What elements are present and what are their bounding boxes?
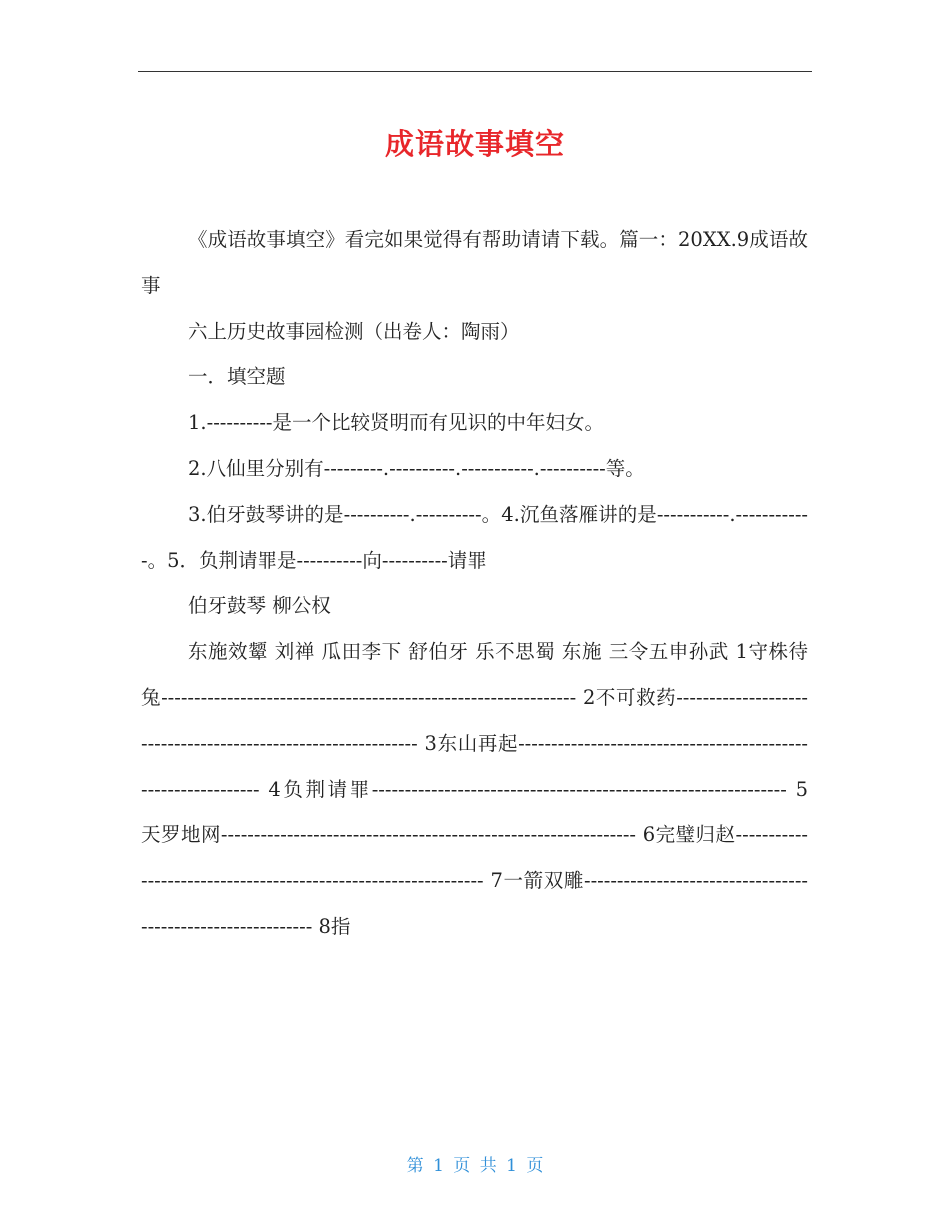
paragraph-section-heading: 一．填空题 <box>188 365 286 389</box>
paragraph-question-1: 1.----------是一个比较贤明而有见识的中年妇女。 <box>188 411 604 435</box>
paragraph-exam-title: 六上历史故事园检测（出卷人：陶雨） <box>188 319 520 343</box>
paragraph-questions-3-5: 3.伯牙鼓琴讲的是----------.----------。4.沉鱼落雁讲的是-----------.------------。5．负荆请罪是----------向----------请罪 <box>141 502 808 572</box>
page-title: 成语故事填空 <box>384 127 565 161</box>
paragraph-word-bank-1: 伯牙鼓琴 柳公权 <box>188 594 331 618</box>
paragraph-question-2: 2.八仙里分别有---------.----------.-----------.----------等。 <box>188 456 645 480</box>
document-body <box>141 217 808 950</box>
header-rule <box>138 71 812 72</box>
paragraph-word-bank-2: 东施效颦 刘禅 瓜田李下 舒伯牙 乐不思蜀 东施 三令五申孙武 1守株待兔--------------------------------------------------------------- 2不可救药-------------------------------------------------------------- 3东山再起-------------------------------------------------------------- 4负荆请罪--------------------------------------------------------------- 5天罗地网--------------------------------------------------------------- 6完璧归赵--------------------------------------------------------------- 7一箭双雕------------------------------------------------------------ 8指 <box>141 640 808 938</box>
page-footer: 第 1 页 共 1 页 <box>406 1156 544 1176</box>
paragraph-intro: 《成语故事填空》看完如果觉得有帮助请请下载。篇一：20XX.9成语故事 <box>141 228 808 297</box>
